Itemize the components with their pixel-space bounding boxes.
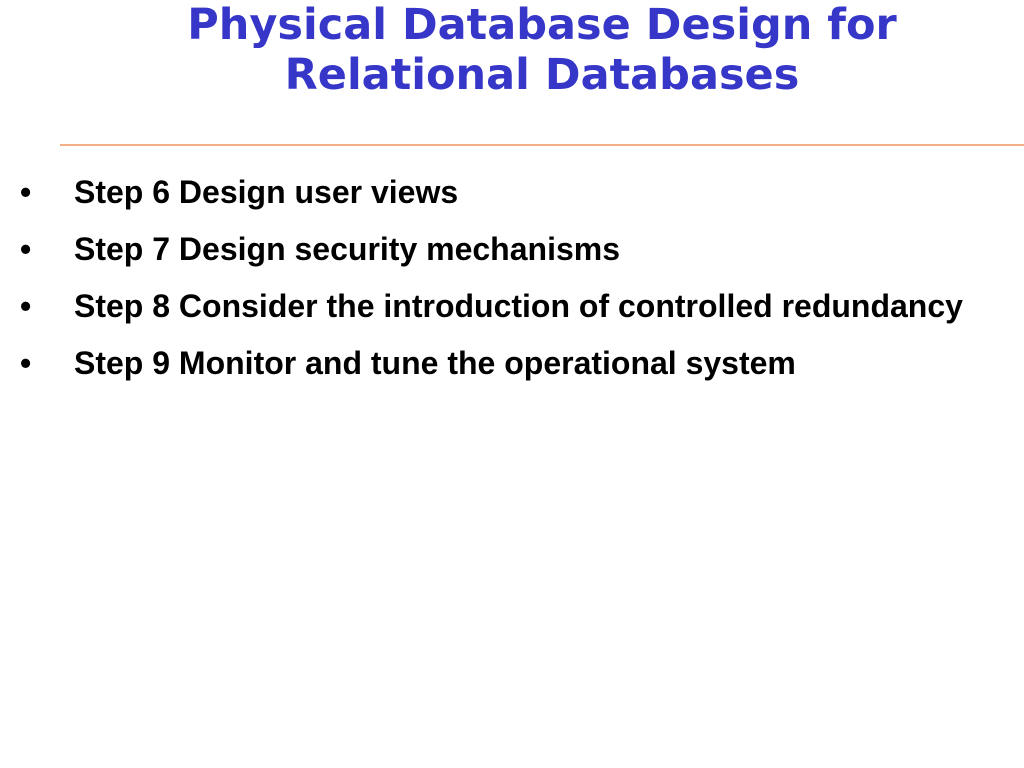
step-label: Step 6 — [74, 174, 171, 210]
step-text: Consider the introduction of controlled redundancy — [178, 288, 963, 324]
slide-title-line-1: Physical Database Design for — [187, 0, 897, 50]
step-label: Step 9 — [74, 345, 171, 381]
step-text: Design security mechanisms — [178, 231, 620, 267]
step-label: Step 8 — [74, 288, 171, 324]
step-text: Design user views — [178, 174, 459, 210]
bullet-icon: • — [20, 345, 32, 381]
title-divider — [60, 144, 1024, 146]
slide-title — [60, 0, 1024, 100]
bullet-icon: • — [20, 174, 32, 210]
bullet-icon: • — [20, 231, 32, 267]
bullet-list — [18, 170, 1008, 398]
bullet-item-step-7 — [18, 227, 1008, 271]
bullet-icon: • — [20, 288, 32, 324]
bullet-item-step-8 — [18, 284, 1008, 328]
bullet-item-step-9 — [18, 341, 1008, 385]
slide-title-line-2: Relational Databases — [284, 50, 800, 100]
step-label: Step 7 — [74, 231, 171, 267]
bullet-item-step-6 — [18, 170, 1008, 214]
step-text: Monitor and tune the operational system — [178, 345, 796, 381]
